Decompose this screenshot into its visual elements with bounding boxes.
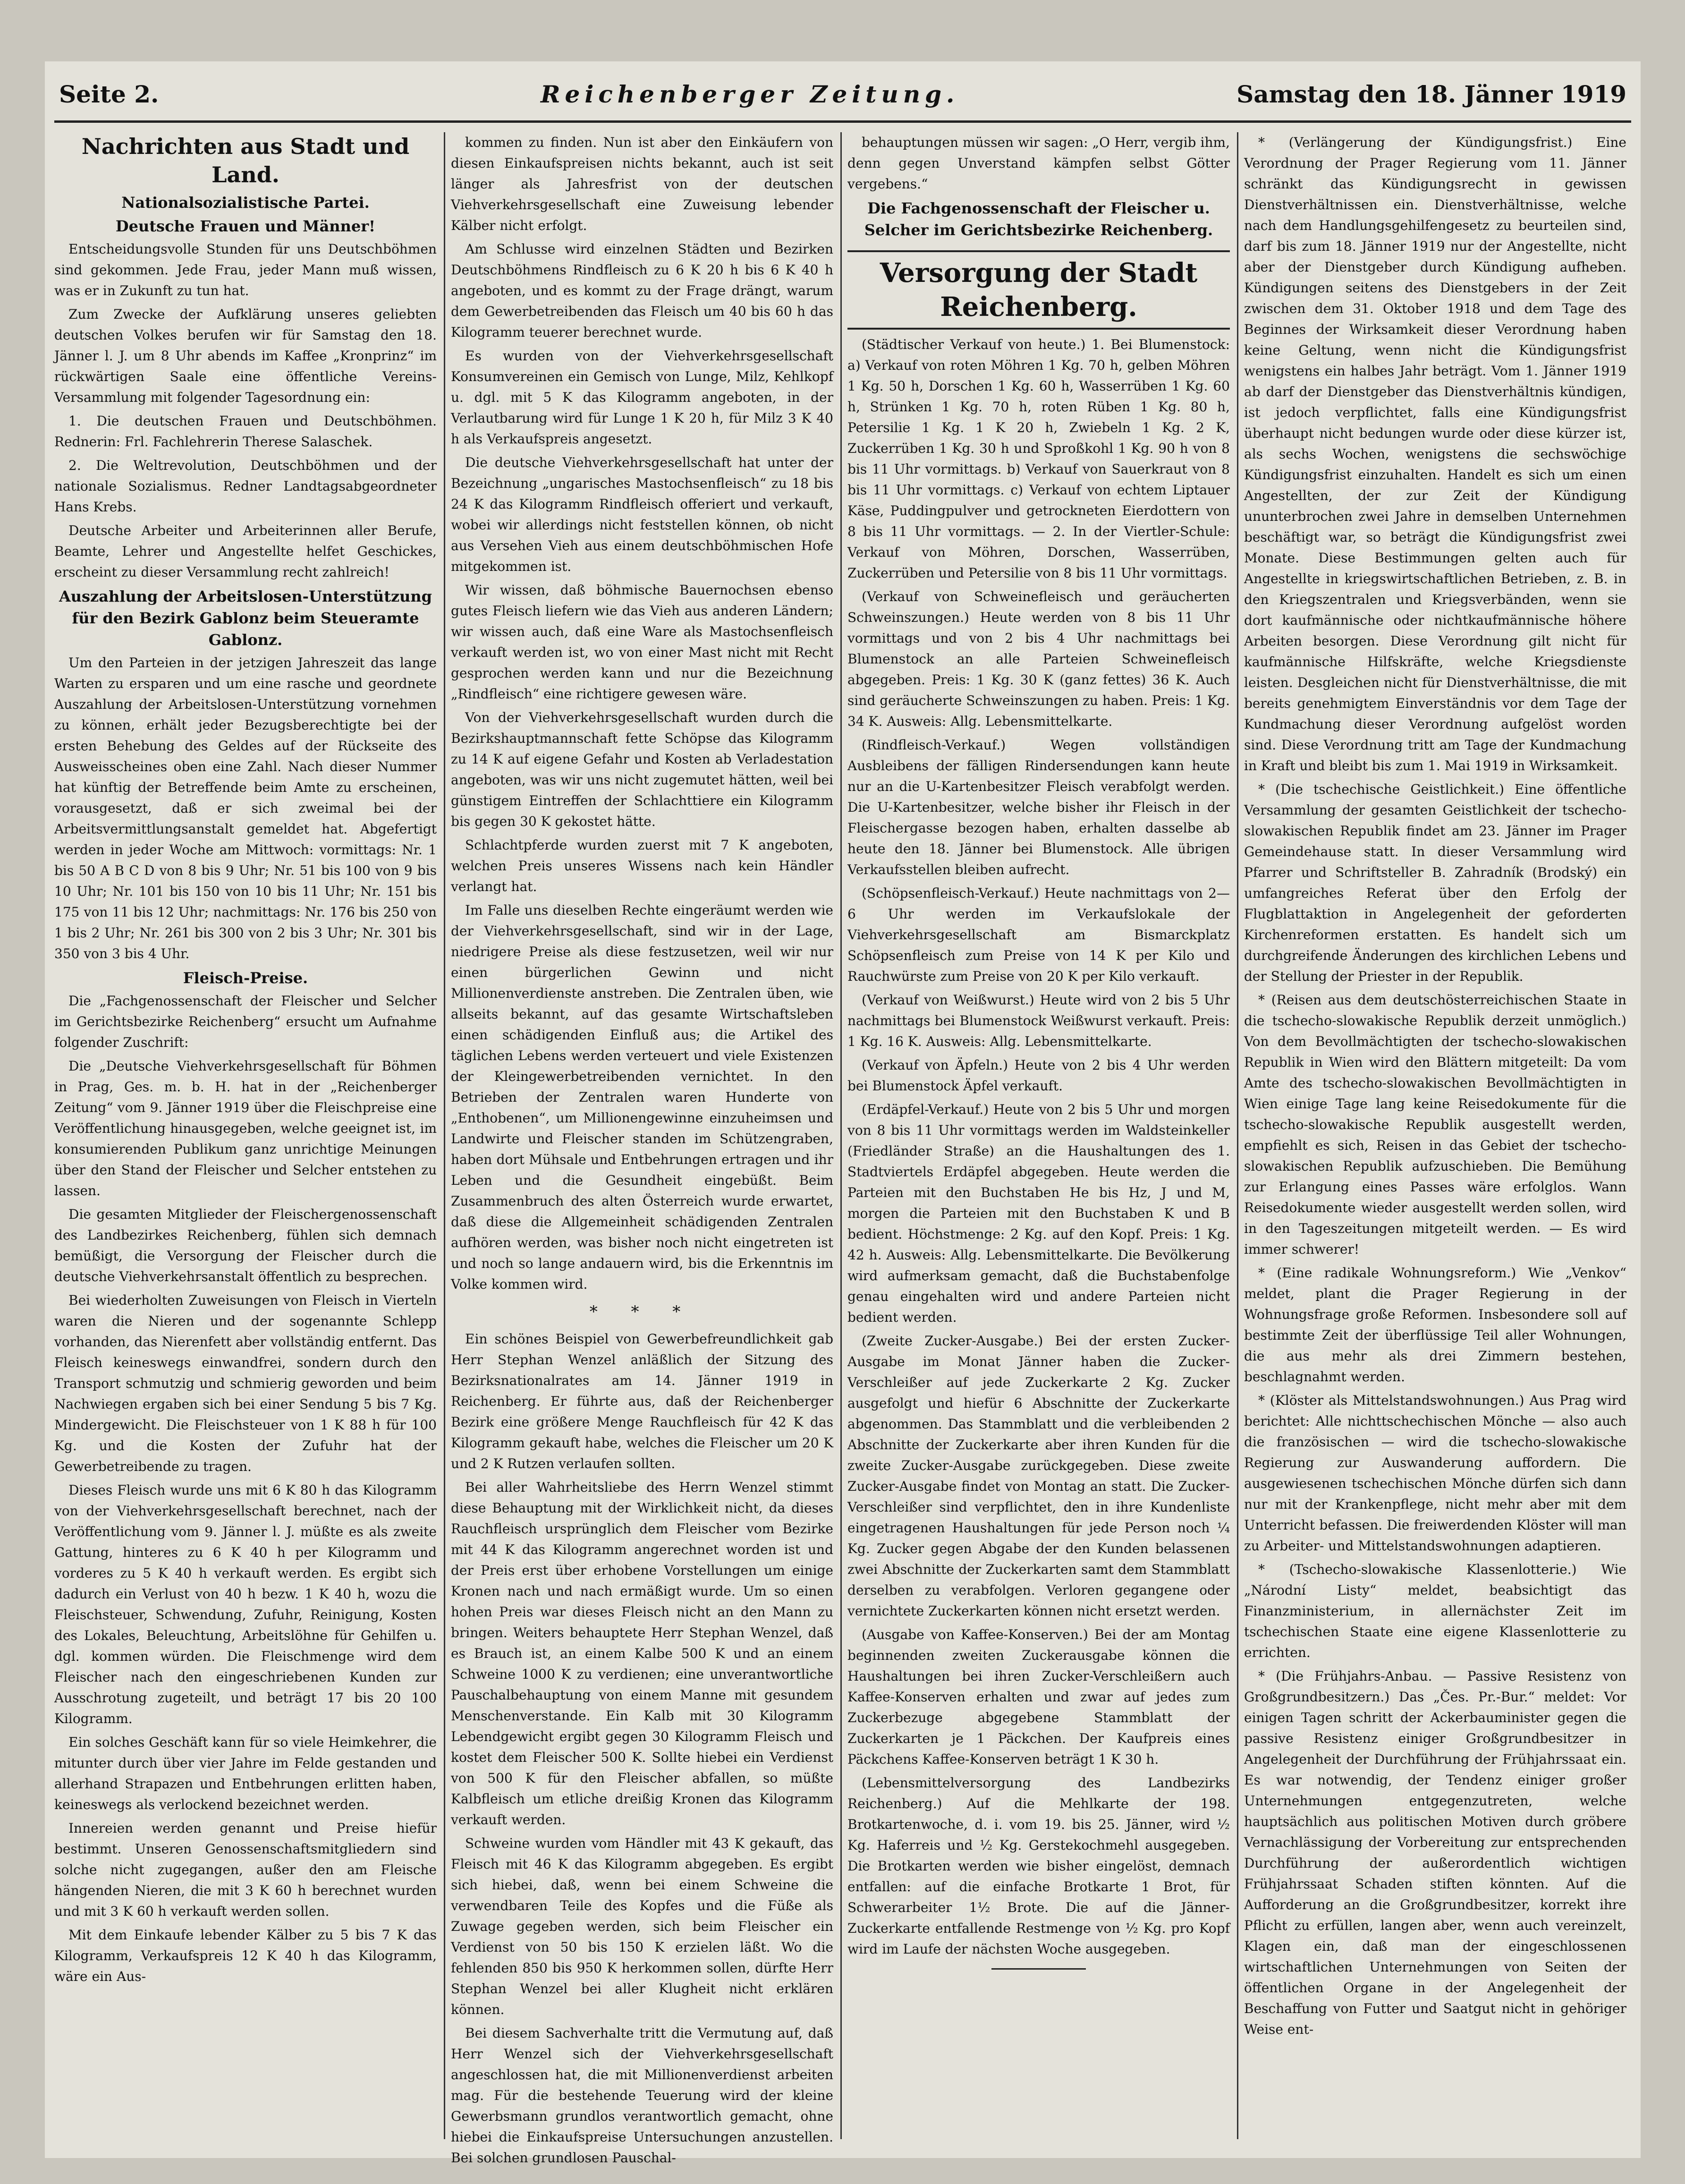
section-heading: Versorgung der Stadt Reichenberg. — [847, 250, 1230, 330]
paragraph: Die „Fachgenossenschaft der Fleischer und Selcher im Gerichtsbezirke Reichenberg“ ersucht um Aufnahme folgender Zuschrift: — [54, 993, 437, 1050]
paragraph: Mit dem Einkaufe lebender Kälber zu 5 bis 7 K das Kilogramm, Verkaufspreis 12 K 40 h das Kilogramm, wäre ein Aus- — [54, 1927, 437, 1984]
paragraph: Um den Parteien in der jetzigen Jahreszeit das lange Warten zu ersparen und um eine rasche und geordnete Auszahlung der Arbeitslosen-Unterstützung vornehmen zu können, erhält jeder Bezugsberechtigte bei der ersten Behebung des Geldes auf der Rückseite des Ausweisscheines oben eine Zahl. Nach dieser Nummer hat künftig der Betreffende beim Amte zu erscheinen, vorausgesetzt, daß er sich zweimal bei der Arbeitsvermittlungsanstalt gemeldet hat. Abgefertigt werden in jeder Woche am Mittwoch: vormittags: Nr. 1 bis 50 A B C D von 8 bis 9 Uhr; Nr. 51 bis 100 von 9 bis 10 Uhr; Nr. 101 bis 150 von 10 bis 11 Uhr; Nr. 151 bis 175 von 11 bis 12 Uhr; nachmittags: Nr. 176 bis 250 von 1 bis 2 Uhr; Nr. 261 bis 300 von 2 bis 3 Uhr; Nr. 301 bis 350 von 3 bis 4 Uhr. — [54, 655, 437, 961]
paragraph: (Verkauf von Schweinefleisch und geräucherten Schweinszungen.) Heute werden von 8 bis 11 Uhr vormittags und von 2 bis 4 Uhr nachmittags bei Blumenstock an alle Parteien Schweinefleisch abgegeben. Preis: 1 Kg. 30 K (ganz fettes) 36 K. Auch sind geräucherte Schweinszungen zu haben. Preis: 1 Kg. 34 K. Ausweis: Allg. Lebensmittelkarte. — [847, 589, 1230, 729]
paragraph: * (Die Frühjahrs-Anbau. — Passive Resistenz von Großgrundbesitzern.) Das „Čes. Pr.-Bur.“ meldet: Vor einigen Tagen schritt der Ackerbauminister gegen die passive Resistenz einiger Großgrundbesitzer in Angelegenheit der Durchführung der Frühjahrssaat ein. Es war notwendig, der Tendenz einiger großer Unternehmungen entgegenzutreten, welche hauptsächlich aus politischen Motiven durch gröbere Vernachlässigung der Vorbereitung zur entsprechenden Durchführung der außerordentlich wichtigen Frühjahrssaat Schaden stiften könnten. Auf die Aufforderung an die Großgrundbesitzer, korrekt ihre Pflicht zu erfüllen, langen aber, wenn auch vereinzelt, Klagen ein, daß man der eingeschlossenen wirtschaftlichen Unternehmungen von Seiten der öffentlichen Organe in der Angelegenheit der Beschaffung von Futter und Saatgut nicht in gehöriger Weise ent- — [1244, 1668, 1626, 2037]
paragraph: Deutsche Arbeiter und Arbeiterinnen aller Berufe, Beamte, Lehrer und Angestellte helfet Geschickes, erscheint zu dieser Versammlung recht zahlreich! — [54, 523, 437, 580]
paragraph: (Verkauf von Äpfeln.) Heute von 2 bis 4 Uhr werden bei Blumenstock Äpfel verkauft. — [847, 1057, 1230, 1094]
page-number: Seite 2. — [59, 80, 159, 108]
newspaper-page — [45, 61, 1641, 2166]
article-subheading: Deutsche Frauen und Männer! — [115, 217, 376, 235]
column-divider — [840, 132, 842, 2139]
paragraph: Zum Zwecke der Aufklärung unseres geliebten deutschen Volkes berufen wir für Samstag den 18. Jänner l. J. um 8 Uhr abends im Kaffee „Kronprinz“ im rückwärtigen Saale eine öffentliche Vereins-Versammlung mit folgender Tagesordnung ein: — [54, 306, 437, 405]
section-heading: Nachrichten aus Stadt und Land. — [81, 134, 410, 187]
paragraph: (Schöpsenfleisch-Verkauf.) Heute nachmittags von 2—6 Uhr werden im Verkaufslokale der Viehverkehrsgesellschaft am Bismarckplatz Schöpsenfleisch zum Preise von 14 K per Kilo und Rauchwürste zum Preise von 20 K per Kilo verkauft. — [847, 885, 1230, 984]
paragraph: Dieses Fleisch wurde uns mit 6 K 80 h das Kilogramm von der Viehverkehrsgesellschaft berechnet, nach der Veröffentlichung vom 9. Jänner l. J. müßte es als zweite Gattung, hinteres zu 6 K 40 h per Kilogramm und vorderes zu 5 K 40 h verkauft werden. Es ergibt sich dadurch ein Verlust von 40 h bezw. 1 K 40 h, wozu die Fleischsteuer, Schwendung, Zufuhr, Reinigung, Kosten des Lokales, Beleuchtung, Arbeitslöhne für Gehilfen u. dgl. kommen würden. Die Fleischmenge wird dem Fleischer nach den eingeschriebenen Kunden zur Ausschrotung zugeteilt, und beträgt 17 bis 20 100 Kilogramm. — [54, 1482, 437, 1726]
column-4 — [1244, 132, 1626, 2149]
paragraph: Am Schlusse wird einzelnen Städten und Bezirken Deutschböhmens Rindfleisch zu 6 K 20 h bis 6 K 40 h angeboten, und es kommt zu der Frage drängt, warum dem Gewerbetreibenden das Fleisch um 40 bis 60 h das Kilogramm teuerer berechnet wurde. — [451, 241, 833, 340]
article-heading: Nationalsozialistische Partei. — [121, 194, 370, 212]
paragraph: 2. Die Weltrevolution, Deutschböhmen und der nationale Sozialismus. Redner Landtagsabgeordneter Hans Krebs. — [54, 458, 437, 515]
column-divider — [1237, 132, 1238, 2139]
paragraph: Bei aller Wahrheitsliebe des Herrn Wenzel stimmt diese Behauptung mit der Wirklichkeit nicht, da dieses Rauchfleisch ursprünglich dem Fleischer vom Bezirke mit 44 K das Kilogramm angerechnet worden ist und der Preis erst über erhobene Vorstellungen um einige Kronen nach und nach ermäßigt wurde. Um so einen hohen Preis war dieses Fleisch nicht an den Mann zu bringen. Weiters behauptete Herr Stephan Wenzel, daß es Brauch ist, an einem Kalbe 500 K und an einem Schweine 1000 K zu verdienen; eine unverantwortliche Pauschalbehauptung von einem Manne mit gesundem Menschenverstande. Ein Kalb mit 30 Kilogramm Lebendgewicht ergibt gegen 30 Kilogramm Fleisch und kostet dem Fleischer 500 K. Sollte hiebei ein Verdienst von 500 K für den Fleischer abfallen, so müßte Kalbfleisch um etliche dreißig Kronen das Kilogramm verkauft werden. — [451, 1479, 833, 1827]
paragraph: (Lebensmittelversorgung des Landbezirks Reichenberg.) Auf die Mehlkarte der 198. Brotkartenwoche, d. i. vom 19. bis 25. Jänner, wird ½ Kg. Haferreis und ½ Kg. Gerstekochmehl ausgegeben. Die Brotkarten werden wie bisher eingelöst, demnach entfallen: auf die einfache Brotkarte 1 Brot, für Schwerarbeiter 1½ Brote. Die auf die Jänner-Zuckerkarte entfallende Restmenge von ½ Kg. pro Kopf wird im Laufe der nächsten Woche ausgegeben. — [847, 1775, 1230, 1957]
article-heading: Auszahlung der Arbeitslosen-Unterstützung für den Bezirk Gablonz beim Steueramte Gablonz. — [59, 587, 432, 649]
section-separator: * * * — [589, 1302, 695, 1321]
paragraph: Ein schönes Beispiel von Gewerbefreundlichkeit gab Herr Stephan Wenzel anläßlich der Sitzung des Bezirksnationalrates am 14. Jänner 1919 in Reichenberg. Er führte aus, daß der Reichenberger Bezirk eine größere Menge Rauchfleisch für 42 K das Kilogramm gekauft habe, welches die Fleischer um 20 K und 2 K Rutzen verlaufen sollten. — [451, 1331, 833, 1471]
column-1 — [54, 132, 437, 2149]
paragraph: Bei diesem Sachverhalte tritt die Vermutung auf, daß Herr Wenzel sich der Viehverkehrsgesellschaft angeschlossen hat, die mit Millionenverdienst arbeiten mag. Für die bestehende Teuerung wird der kleine Gewerbsmann grundlos verantwortlich gemacht, ohne hiebei die Einkaufspreise Untersuchungen anzustellen. Bei solchen grundlosen Pauschal- — [451, 2025, 833, 2166]
paragraph: Schlachtpferde wurden zuerst mit 7 K angeboten, welchen Preis unseres Wissens nach kein Händler verlangt hat. — [451, 837, 833, 894]
paragraph: behauptungen müssen wir sagen: „O Herr, vergib ihm, denn gegen Unverstand kämpfen selbst Götter vergebens.“ — [847, 135, 1230, 192]
paragraph: * (Reisen aus dem deutschösterreichischen Staate in die tschecho-slowakische Republik derzeit unmöglich.) Von dem Bevollmächtigten der tschecho-slowakischen Republik in Wien wird den Blättern mitgeteilt: Da vom Amte des tschecho-slowakischen Bevollmächtigten in Wien einige Tage lang keine Reisedokumente für die tschecho-slowakische Republik ausgestellt werden, empfiehlt es sich, Reisen in das Gebiet der tschecho-slowakischen Republik aufzuschieben. Die Bemühung zur Erlangung eines Passes wäre erfolglos. Wann Reisedokumente wieder ausgestellt werden sollen, wird in den Tageszeitungen mitgeteilt werden. — Es wird immer schwerer! — [1244, 992, 1626, 1257]
paragraph: Schweine wurden vom Händler mit 43 K gekauft, das Fleisch mit 46 K das Kilogramm abgegeben. Es ergibt sich hiebei, daß, wenn bei einem Schweine die verwendbaren Teile des Kopfes und die Füße als Zuwage gegeben werden, sich beim Fleischer ein Verdienst von 50 bis 150 K erzielen läßt. Wo die fehlenden 850 bis 950 K herkommen sollen, dürfte Herr Stephan Wenzel bei aller Klugheit nicht erklären können. — [451, 1836, 833, 2017]
paragraph: (Zweite Zucker-Ausgabe.) Bei der ersten Zucker-Ausgabe im Monat Jänner haben die Zucker-Verschleißer auf jede Zuckerkarte 2 Kg. Zucker ausgefolgt und hiefür 6 Abschnitte der Zuckerkarte abgenommen. Das Stammblatt und die verbleibenden 2 Abschnitte der Zuckerkarte aber ihren Kunden für die zweite Zucker-Ausgabe zurückgegeben. Diese zweite Zucker-Ausgabe findet von Montag an statt. Die Zucker-Verschleißer sind verpflichtet, den in ihre Kundenliste eingetragenen Haushaltungen für jede Person noch ¼ Kg. Zucker gegen Abgabe der den Kunden belassenen zwei Abschnitte der Zuckerkarten samt dem Stammblatt derselben zu verabfolgen. Verloren gegangene oder vernichtete Zuckerkarten können nicht ersetzt werden. — [847, 1333, 1230, 1619]
paragraph: Entscheidungsvolle Stunden für uns Deutschböhmen sind gekommen. Jede Frau, jeder Mann muß wissen, was er in Zukunft zu tun hat. — [54, 241, 437, 298]
end-rule — [991, 1968, 1086, 1970]
paragraph: (Rindfleisch-Verkauf.) Wegen vollständigen Ausbleibens der fälligen Rindersendungen kann heute nur an die U-Kartenbesitzer Fleisch verabfolgt werden. Die U-Kartenbesitzer, welche bisher ihr Fleisch in der Fleischergasse bezogen haben, erhalten dasselbe ab heute den 18. Jänner bei Blumenstock. Alle übrigen Verkaufsstellen bleiben aufrecht. — [847, 737, 1230, 877]
paragraph: Die „Deutsche Viehverkehrsgesellschaft für Böhmen in Prag, Ges. m. b. H. hat in der „Reichenberger Zeitung“ vom 9. Jänner 1919 über die Fleischpreise eine Veröffentlichung hinausgegeben, welche geeignet ist, im konsumierenden Publikum ganz unrichtige Meinungen über den Stand der Fleischer und Selcher entstehen zu lassen. — [54, 1058, 437, 1198]
paragraph: * (Die tschechische Geistlichkeit.) Eine öffentliche Versammlung der gesamten Geistlichkeit der tschecho-slowakischen Republik findet am 23. Jänner im Prager Gemeindehause statt. In dieser Versammlung wird Pfarrer und Schriftsteller B. Zahradník (Brodský) ein umfangreiches Referat über den Erfolg der Flugblattaktion in Angelegenheit der geforderten Kirchenreformen erstatten. Es handelt sich um durchgreifende Änderungen des kirchlichen Lebens und der Stellung der Priester in der Republik. — [1244, 782, 1626, 984]
paragraph: * (Tschecho-slowakische Klassenlotterie.) Wie „Národní Listy“ meldet, beabsichtigt das Finanzministerium, in allernächster Zeit im tschechischen Staate eine eigene Klassenlotterie zu errichten. — [1244, 1562, 1626, 1660]
paragraph: Die gesamten Mitglieder der Fleischergenossenschaft des Landbezirkes Reichenberg, fühlen sich demnach bemüßigt, die Versorgung der Fleischer durch die deutsche Viehverkehrsanstalt öffentlich zu besprechen. — [54, 1207, 437, 1284]
paragraph: Wir wissen, daß böhmische Bauernochsen ebenso gutes Fleisch liefern wie das Vieh aus anderen Ländern; wir wissen auch, daß eine Ware als Mastochsenfleisch verkauft werden ist, wo von einer Mast nicht mit Recht gesprochen werden kann und nur die Bezeichnung „Rindfleisch“ eine richtigere gewesen wäre. — [451, 582, 833, 702]
masthead — [45, 80, 1641, 118]
column-2 — [451, 132, 833, 2166]
column-3 — [847, 132, 1230, 2149]
paragraph: * (Klöster als Mittelstandswohnungen.) Aus Prag wird berichtet: Alle nichttschechischen Mönche — also auch die französischen — wird die tschecho-slowakische Regierung zur Auswanderung auffordern. Die ausgewiesenen tschechischen Mönche dürfen sich dann nur mit der Krankenpflege, nicht mehr aber mit dem Unterricht befassen. Die freiwerdenden Klöster will man zu Arbeiter- und Mittelstandswohnungen adaptieren. — [1244, 1393, 1626, 1554]
paragraph: Von der Viehverkehrsgesellschaft wurden durch die Bezirkshauptmannschaft fette Schöpse das Kilogramm zu 14 K auf eigene Gefahr und Kosten ab Verladestation angeboten, was wir uns nicht zugemutet hätten, weil bei günstigem Eintreffen der Schlachttiere ein Kilogramm bis gegen 30 K gekostet hätte. — [451, 710, 833, 829]
paragraph: * (Eine radikale Wohnungsreform.) Wie „Venkov“ meldet, plant die Prager Regierung in der Wohnungsfrage große Reformen. Insbesondere soll auf bestimmte Zeit der überflüssige Teil aller Wohnungen, die aus mehr als drei Zimmern bestehen, beschlagnahmt werden. — [1244, 1265, 1626, 1385]
article-signature: Die Fachgenossenschaft der Fleischer u. Selcher im Gerichtsbezirke Reichenberg. — [864, 199, 1213, 239]
paragraph: * (Verlängerung der Kündigungsfrist.) Eine Verordnung der Prager Regierung vom 11. Jänner schränkt das Kündigungsrecht in gewissen Dienstverhältnissen ein. Dienstverhältnisse, welche nach dem Handlungsgehilfengesetz zu beurteilen sind, darf bis zum 18. Jänner 1919 nur der Angestellte, nicht aber der Dienstgeber durch Kündigung aufheben. Kündigungen seitens des Dienstgebers in der Zeit zwischen dem 31. Oktober 1918 und dem Tage des Beginnes der Wirksamkeit dieser Verordnung haben keine Geltung, wenn nicht die Kündigungsfrist wenigstens ein halbes Jahr beträgt. Vom 1. Jänner 1919 ab darf der Dienstgeber das Dienstverhältnis kündigen, ist jedoch verpflichtet, falls eine Kündigungsfrist überhaupt nicht bedungen wurde oder diese kürzer ist, als sechs Wochen, wenigstens die sechswöchige Kündigungsfrist einzuhalten. Handelt es sich um einen Angestellten, der zur Zeit der Kündigung ununterbrochen zwei Jahre in demselben Unternehmen beschäftigt war, so beträgt die Kündigungsfrist zwei Monate. Diese Bestimmungen gelten auch für Angestellte in kriegswirtschaftlichen Betrieben, z. B. in den Kriegszentralen und Kriegsverbänden, wenn sie dort kaufmännische oder nichtkaufmännische höhere Arbeiten besorgen. Diese Verordnung gilt nicht für kaufmännische Hilfskräfte, welche Kriegsdienste leisten. Desgleichen nicht für Dienstverhältnisse, die mit bereits genehmigtem Einverständnis vor dem Tage der Kundmachung dieser Verordnung aufgelöst worden sind. Diese Verordnung tritt am Tage der Kundmachung in Kraft und bleibt bis zum 1. Mai 1919 in Wirksamkeit. — [1244, 135, 1626, 773]
paragraph: (Ausgabe von Kaffee-Konserven.) Bei der am Montag beginnenden zweiten Zuckerausgabe können die Haushaltungen bei ihren Zucker-Verschleißern auch Kaffee-Konserven erhalten und zwar auf jedes zum Zuckerbezuge abgegebene Stammblatt der Zuckerkarten je 1 Päckchen. Der Kaufpreis eines Päckchens Kaffee-Konserven beträgt 1 K 30 h. — [847, 1627, 1230, 1767]
column-divider — [444, 132, 445, 2139]
paragraph: Innereien werden genannt und Preise hiefür bestimmt. Unseren Genossenschaftsmitgliedern sind solche nicht zugegangen, außer den am Fleische hängenden Nieren, die mit 3 K 60 h berechnet wurden und mit 3 K 60 h verkauft werden sollen. — [54, 1820, 437, 1919]
paragraph: Es wurden von der Viehverkehrsgesellschaft Konsumvereinen ein Gemisch von Lunge, Milz, Kehlkopf u. dgl. mit 5 K das Kilogramm angeboten, in der Verlautbarung wird für Lunge 1 K 20 h, für Milz 3 K 40 h als Verkaufspreis angesetzt. — [451, 348, 833, 447]
paragraph: (Städtischer Verkauf von heute.) 1. Bei Blumenstock: a) Verkauf von roten Möhren 1 Kg. 70 h, gelben Möhren 1 Kg. 50 h, Dorschen 1 Kg. 60 h, Wasserrüben 1 Kg. 60 h, Strünken 1 Kg. 70 h, roten Rüben 1 Kg. 80 h, Petersilie 1 Kg. 1 K 20 h, Zwiebeln 1 Kg. 2 K, Zuckerrüben 1 Kg. 30 h und Sproßkohl 1 Kg. 90 h von 8 bis 11 Uhr vormittags. b) Verkauf von Sauerkraut von 8 bis 11 Uhr vormittags. c) Verkauf von echtem Liptauer Käse, Puddingpulver und getrockneten Eierdottern von 8 bis 11 Uhr vormittags. — 2. In der Viertler-Schule: Verkauf von Möhren, Dorschen, Wasserrüben, Zuckerrüben und Petersilie von 8 bis 11 Uhr vormittags. — [847, 337, 1230, 581]
paragraph: kommen zu finden. Nun ist aber den Einkäufern von diesen Einkaufspreisen nichts bekannt, auch ist seit länger als Jahresfrist von der deutschen Viehverkehrsgesellschaft eine Zuweisung lebender Kälber nicht erfolgt. — [451, 135, 833, 233]
paragraph: 1. Die deutschen Frauen und Deutschböhmen. Rednerin: Frl. Fachlehrerin Therese Salaschek. — [54, 413, 437, 450]
paragraph: (Verkauf von Weißwurst.) Heute wird von 2 bis 5 Uhr nachmittags bei Blumenstock Weißwurst verkauft. Preis: 1 Kg. 16 K. Ausweis: Allg. Lebensmittelkarte. — [847, 992, 1230, 1049]
paragraph: Ein solches Geschäft kann für so viele Heimkehrer, die mitunter durch über vier Jahre im Felde gestanden und allerhand Strapazen und Entbehrungen erlitten haben, keineswegs als verlockend bezeichnet werden. — [54, 1734, 437, 1812]
paragraph: Im Falle uns dieselben Rechte eingeräumt werden wie der Viehverkehrsgesellschaft, sind wir in der Lage, niedrigere Preise als diese festzusetzen, weil wir nur einen bürgerlichen Gewinn und nicht Millionenverdienste anstreben. Die Zentralen üben, wie allseits bekannt, auf das gesamte Wirtschaftsleben einen schädigenden Einfluß aus; die Artikel des täglichen Lebens werden verteuert und viele Existenzen der Kleingewerbetreibenden vernichtet. In den Betrieben der Zentralen waren Hunderte von „Enthobenen“, um Millionengewinne einzuheimsen und Landwirte und Fleischer standen im Schützengraben, haben dort Mühsale und Entbehrungen ertragen und ihr Leben und die Gesundheit eingebüßt. Beim Zusammenbruch des alten Österreich wurde erwartet, daß diese die Allgemeinheit schädigenden Zentralen aufhören werden, was bisher noch nicht eingetreten ist und noch so lange andauern wird, bis die Erkenntnis im Volke kommen wird. — [451, 902, 833, 1292]
article-heading: Fleisch-Preise. — [183, 969, 308, 987]
issue-date: Samstag den 18. Jänner 1919 — [1236, 80, 1626, 108]
masthead-rule — [54, 120, 1631, 123]
paragraph: Bei wiederholten Zuweisungen von Fleisch in Vierteln waren die Nieren und der sogenannte Schlepp vorhanden, das Nierenfett aber vollständig entfernt. Das Fleisch keineswegs einwandfrei, sondern durch den Transport schmutzig und schmierig geworden und beim Nachwiegen ergaben sich bei einer Sendung 5 bis 7 Kg. Mindergewicht. Die Fleischsteuer von 1 K 88 h für 100 Kg. und die Kosten der Zufuhr hat der Gewerbetreibende zu tragen. — [54, 1292, 437, 1474]
paragraph: Die deutsche Viehverkehrsgesellschaft hat unter der Bezeichnung „ungarisches Mastochsenfleisch“ zu 18 bis 24 K das Kilogramm Rindfleisch offeriert und verkauft, wobei wir allerdings nicht feststellen können, ob nicht aus Versehen Vieh aus einem deutschböhmischen Hofe mitgekommen ist. — [451, 455, 833, 574]
newspaper-title: Reichenberger Zeitung. — [541, 80, 959, 108]
paragraph: (Erdäpfel-Verkauf.) Heute von 2 bis 5 Uhr und morgen von 8 bis 11 Uhr vormittags werden im Waldsteinkeller (Friedländer Straße) an die Haushaltungen des 1. Stadtviertels Erdäpfel abgegeben. Heute werden die Parteien mit den Buchstaben He bis Hz, J und M, morgen die Parteien mit den Buchstaben K und B bedient. Höchstmenge: 2 Kg. auf den Kopf. Preis: 1 Kg. 42 h. Ausweis: Allg. Lebensmittelkarte. Die Bevölkerung wird aufmerksam gemacht, daß die Buchstabenfolge genau eingehalten wird und andere Parteien nicht bedient werden. — [847, 1102, 1230, 1325]
